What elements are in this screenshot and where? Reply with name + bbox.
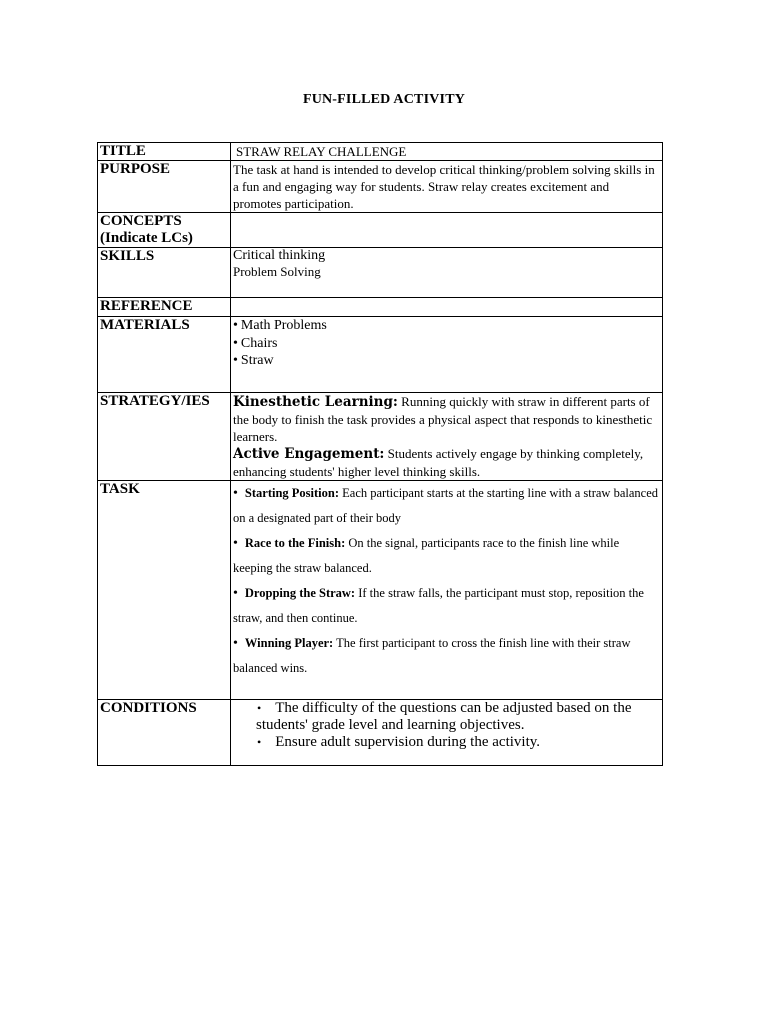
table-row-reference <box>98 298 663 317</box>
table-row-conditions <box>98 700 663 766</box>
task-step-text: On the signal, participants race to the finish line while keeping the straw balanced. <box>233 536 620 575</box>
list-item: • Ensure adult supervision during the activity. <box>256 734 660 751</box>
conditions-value <box>231 700 663 766</box>
table-row-title <box>98 143 663 161</box>
concepts-label-line2: (Indicate LCs) <box>100 230 193 246</box>
task-step-text: The first participant to cross the finish line with their straw balanced wins. <box>233 636 631 675</box>
table-row-skills <box>98 248 663 298</box>
conditions-list <box>233 700 660 751</box>
skill-item: Critical thinking <box>233 248 326 263</box>
task-step <box>233 481 660 531</box>
row-label-purpose: PURPOSE <box>98 161 231 213</box>
strategy-term: Active Engagement: <box>233 446 385 462</box>
concepts-value <box>231 213 663 248</box>
list-item: • Chairs <box>233 335 660 353</box>
skills-value <box>231 248 663 298</box>
task-step-term: Starting Position: <box>244 486 340 500</box>
activity-title-value <box>231 143 663 161</box>
row-label-conditions: CONDITIONS <box>98 700 231 766</box>
task-step-term: Winning Player: <box>244 636 334 650</box>
purpose-value: The task at hand is intended to develop critical thinking/problem solving skills in a fun and engaging way for students. Straw relay creates excitement and promotes participation. <box>231 161 663 213</box>
activity-table <box>97 142 663 766</box>
row-label-skills: SKILLS <box>98 248 231 298</box>
reference-value <box>231 298 663 317</box>
materials-value <box>231 317 663 393</box>
table-row-strategies <box>98 393 663 481</box>
row-label-title: TITLE <box>98 143 231 161</box>
strategies-value <box>231 393 663 481</box>
strategy-item <box>233 445 660 480</box>
task-step <box>233 631 660 681</box>
task-list <box>233 481 660 681</box>
table-row-materials <box>98 317 663 393</box>
table-row-concepts <box>98 213 663 248</box>
row-label-reference: REFERENCE <box>98 298 231 317</box>
table-row-task <box>98 481 663 700</box>
table-row-purpose <box>98 161 663 213</box>
list-item: • Straw <box>233 352 660 370</box>
strategy-term: Kinesthetic Learning: <box>233 394 398 410</box>
row-label-materials: MATERIALS <box>98 317 231 393</box>
materials-list <box>233 317 660 370</box>
strategy-text: Students actively engage by thinking completely, enhancing students' higher level thinking skills. <box>233 446 644 479</box>
task-step-text: Each participant starts at the starting line with a straw balanced on a designated part of their body <box>233 486 658 525</box>
strategy-item <box>233 393 660 445</box>
row-label-task: TASK <box>98 481 231 700</box>
activity-title-text: STRAW RELAY CHALLENGE <box>236 144 407 159</box>
page-title: FUN-FILLED ACTIVITY <box>302 92 466 107</box>
task-step-text: If the straw falls, the participant must stop, reposition the straw, and then continue. <box>233 586 644 625</box>
task-value <box>231 481 663 700</box>
task-step <box>233 531 660 581</box>
row-label-strategies: STRATEGY/IES <box>98 393 231 481</box>
list-item: • The difficulty of the questions can be adjusted based on the students' grade level and learning objectives. <box>256 700 660 734</box>
skill-item: Problem Solving <box>233 264 321 279</box>
row-label-concepts <box>98 213 231 248</box>
concepts-label-line1: CONCEPTS <box>100 213 182 229</box>
list-item: • Math Problems <box>233 317 660 335</box>
task-step-term: Dropping the Straw: <box>244 586 356 600</box>
strategy-text: Running quickly with straw in different parts of the body to finish the task provides a physical aspect that responds to kinesthetic learners. <box>233 394 653 444</box>
task-step-term: Race to the Finish: <box>244 536 346 550</box>
task-step <box>233 581 660 631</box>
